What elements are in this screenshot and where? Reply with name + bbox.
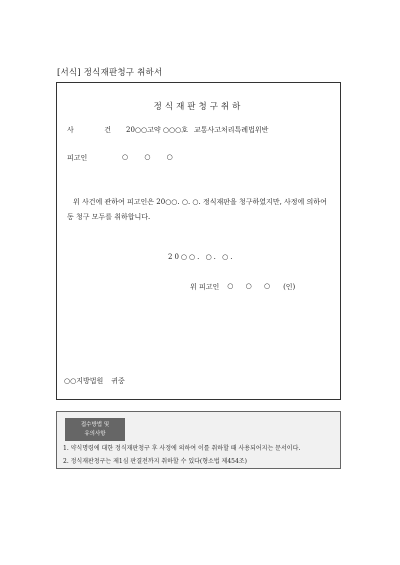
case-offense: 교통사고처리특례법위반 bbox=[193, 126, 269, 134]
signer-row bbox=[190, 282, 295, 292]
body-text: 위 사건에 관하여 피고인은 20○○. ○. ○. 정식재판을 청구하였지만, 사정에 의하여 동 청구 모두를 취하합니다. bbox=[67, 198, 327, 221]
case-label-char-1: 사 bbox=[67, 126, 74, 134]
seal-mark: (인) bbox=[283, 283, 296, 291]
defendant-name: ○ ○ ○ bbox=[122, 153, 180, 161]
signer-label: 위 피고인 bbox=[190, 283, 220, 291]
notice-item: 1. 약식명령에 대한 정식재판청구 후 사정에 의하여 이를 취하할 때 사용되어지는 문서이다. bbox=[63, 445, 301, 452]
case-label-char-2: 건 bbox=[104, 126, 111, 134]
court-name: ○○지방법원 bbox=[64, 377, 104, 385]
notice-header-line-1: 접수방법 및 bbox=[80, 421, 110, 428]
signer-name: ○ ○ ○ bbox=[227, 282, 276, 290]
case-label bbox=[67, 125, 126, 135]
case-number: 20○○고약 ○○○호 bbox=[126, 126, 188, 134]
notice-item: 2. 정식재판청구는 제1심 판결전까지 취하할 수 있다(형소법 제454조) bbox=[63, 458, 247, 465]
defendant-label: 피고인 bbox=[67, 154, 88, 162]
document-title: 정식재판청구취하 bbox=[153, 102, 244, 112]
defendant-row bbox=[67, 153, 180, 163]
court-suffix: 귀중 bbox=[111, 377, 125, 385]
document-box bbox=[56, 82, 341, 400]
form-label: [서식] 정식재판청구 취하서 bbox=[57, 68, 163, 78]
notice-header-line-2: 유의사항 bbox=[84, 430, 106, 437]
notice-header bbox=[65, 418, 125, 441]
court-addressee bbox=[64, 376, 125, 386]
document-date: 20○○. ○. ○. bbox=[168, 253, 235, 261]
notice-box bbox=[56, 411, 341, 469]
case-row bbox=[67, 125, 268, 135]
